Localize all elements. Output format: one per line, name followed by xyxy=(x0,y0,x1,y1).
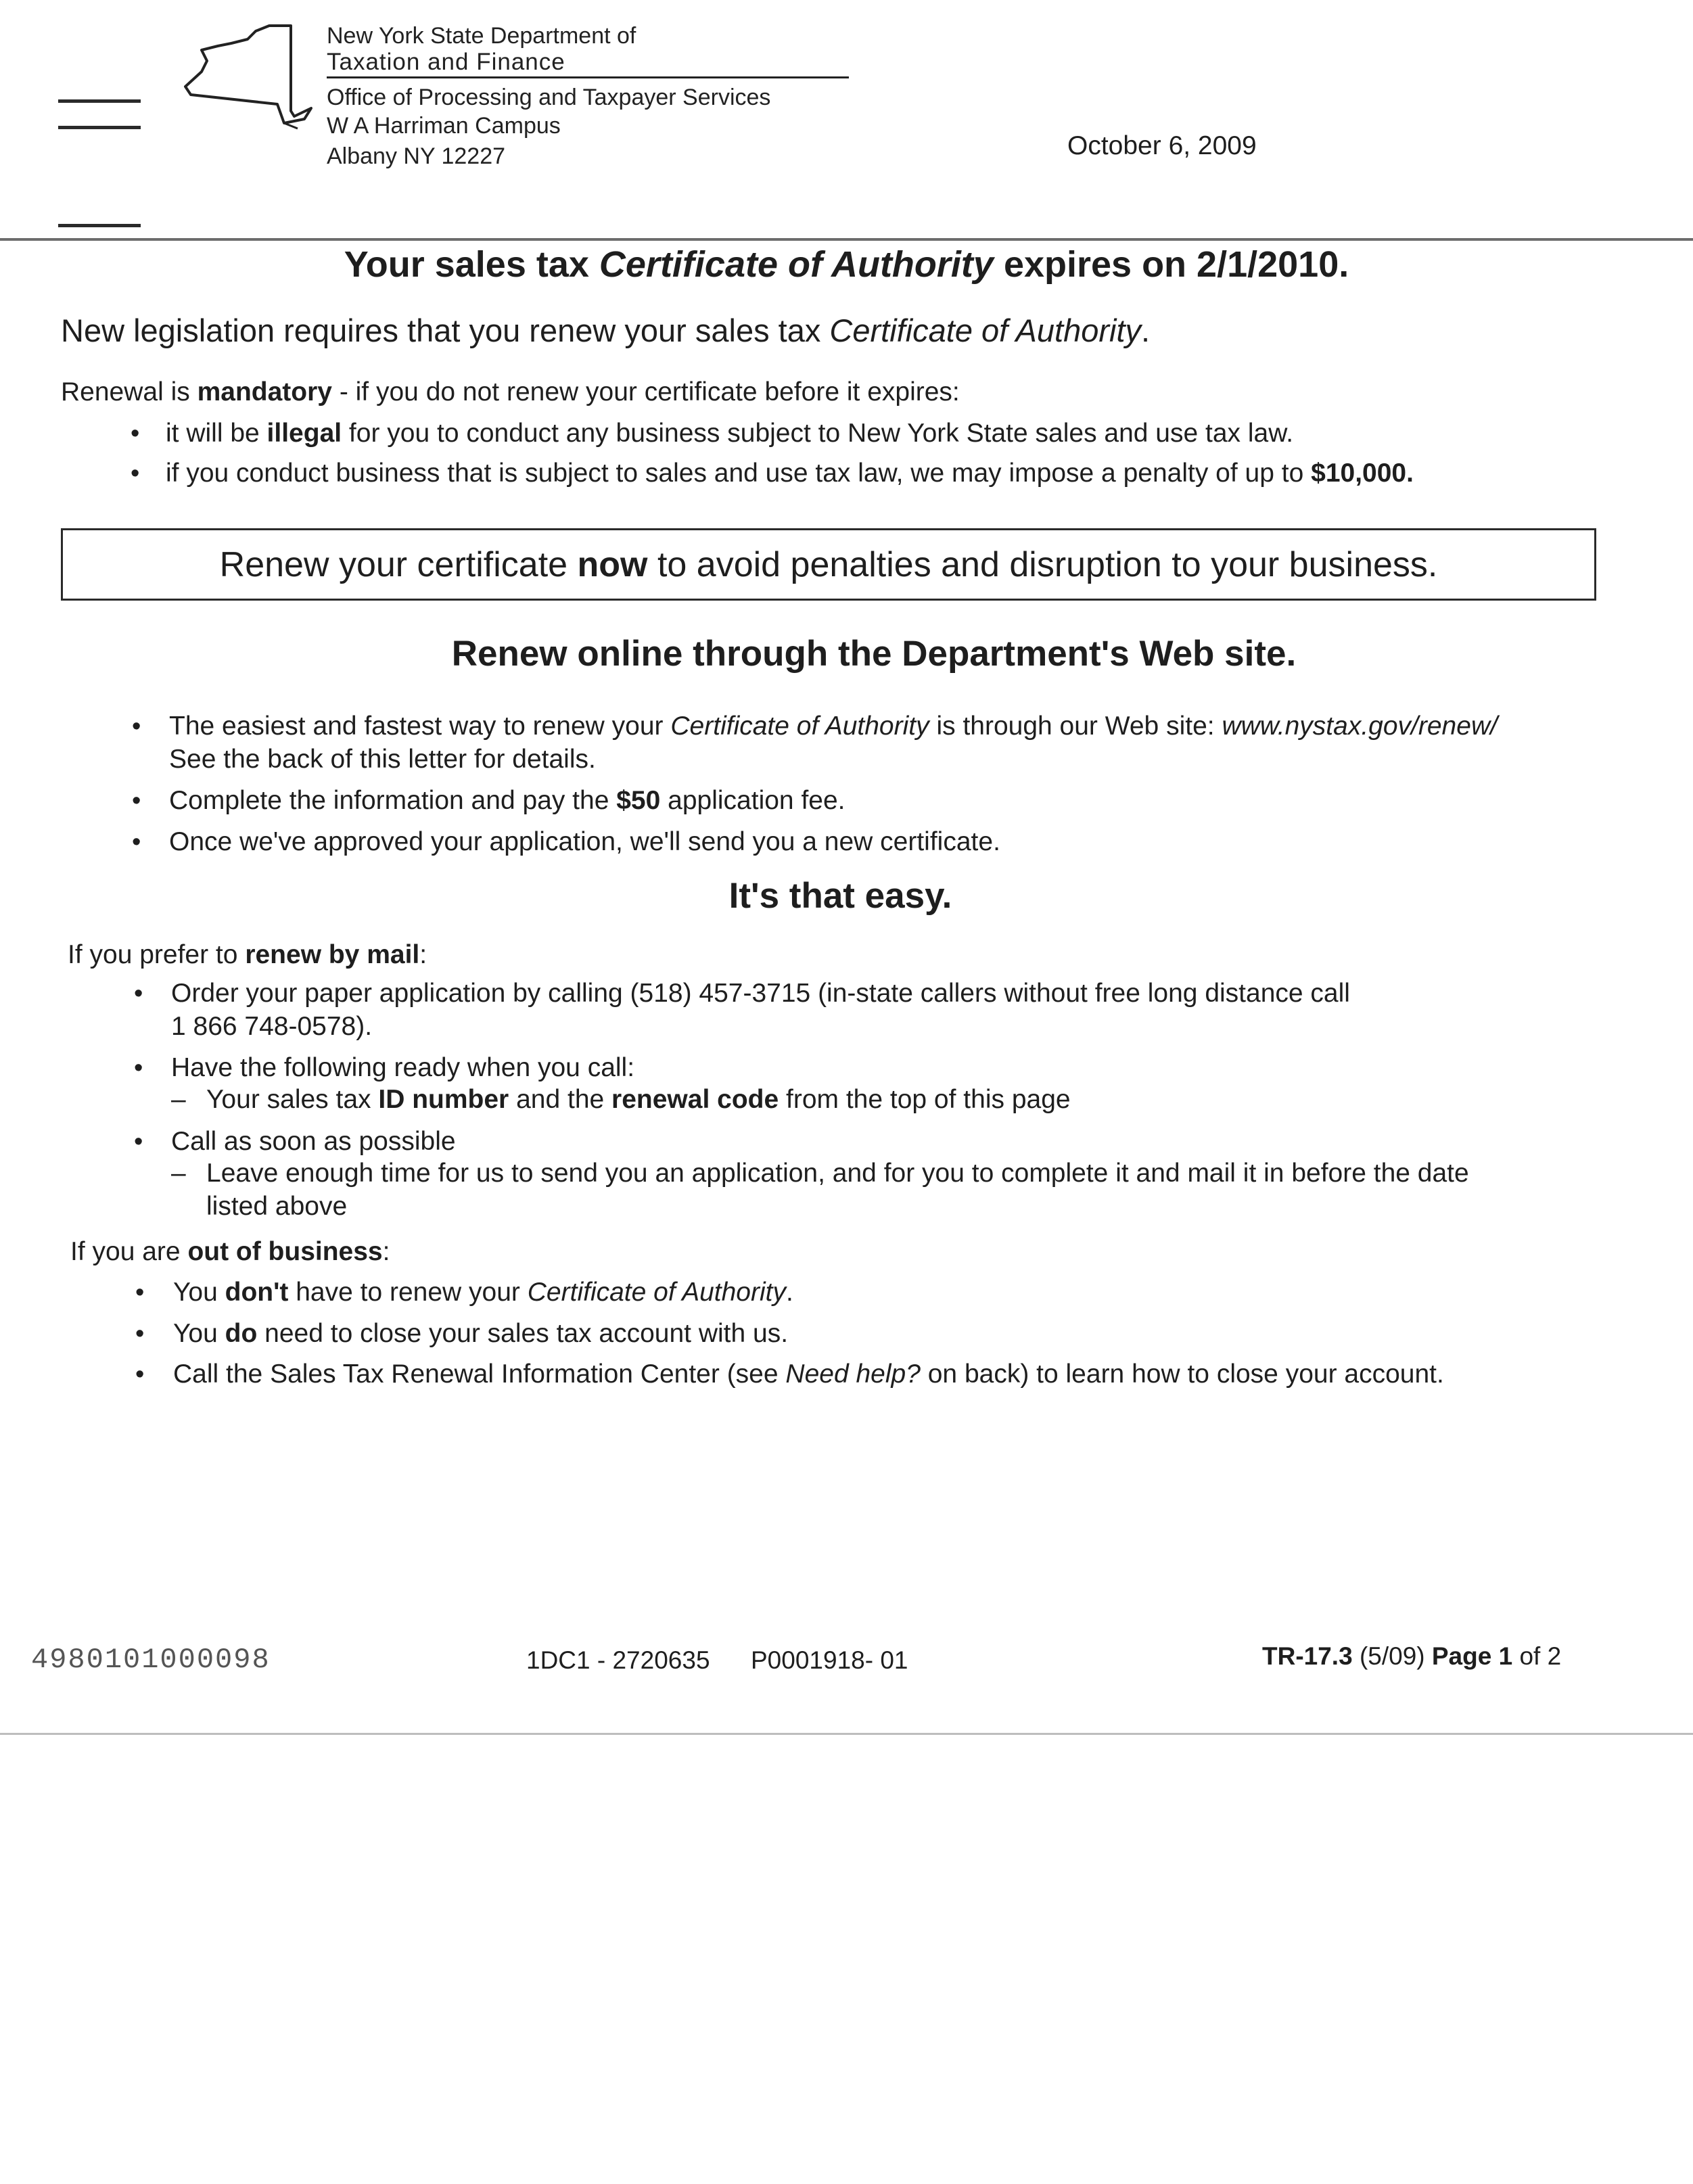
bullet: • xyxy=(131,459,140,488)
office-name: Office of Processing and Taxpayer Services xyxy=(327,85,771,110)
bullet: • xyxy=(131,419,140,448)
mail-sub-leave-time: Leave enough time for us to send you an application, and for you to complete it and mail it in before the date xyxy=(206,1159,1469,1188)
bullet: • xyxy=(132,712,141,741)
form-page-info: TR-17.3 (5/09) Page 1 of 2 xyxy=(1262,1642,1562,1670)
header-divider xyxy=(0,238,1693,241)
mail-sub-leave-time-line2: listed above xyxy=(206,1192,348,1221)
mail-intro: If you prefer to renew by mail: xyxy=(68,940,427,969)
mail-mark-3 xyxy=(58,224,141,227)
legislation-statement: New legislation requires that you renew your sales tax Certificate of Authority. xyxy=(61,312,1151,348)
out-bullet-close-account: You do need to close your sales tax account with us. xyxy=(173,1319,789,1348)
dash: – xyxy=(171,1159,186,1188)
bullet: • xyxy=(132,787,141,815)
renew-now-text: Renew your certificate now to avoid penalties and disruption to your business. xyxy=(219,544,1438,584)
footer-divider xyxy=(0,1733,1693,1735)
account-number: 4980101000098 xyxy=(31,1644,271,1676)
mail-sub-id-number: Your sales tax ID number and the renewal code from the top of this page xyxy=(206,1085,1071,1114)
mail-bullet-order-line2: 1 866 748-0578). xyxy=(171,1012,373,1041)
letter-date: October 6, 2009 xyxy=(1067,131,1257,160)
document-reference: P0001918- 01 xyxy=(751,1646,908,1674)
out-bullet-call-center: Call the Sales Tax Renewal Information Center (see Need help? on back) to learn how to close your account. xyxy=(173,1360,1444,1389)
bullet: • xyxy=(135,1360,145,1389)
online-bullet-website: The easiest and fastest way to renew your Certificate of Authority is through our Web site: www.nystax.gov/renew/ xyxy=(169,712,1498,741)
dash: – xyxy=(171,1085,186,1114)
bullet: • xyxy=(134,1128,143,1156)
renewal-intro: Renewal is mandatory - if you do not renew your certificate before it expires: xyxy=(61,377,960,406)
mail-mark-1 xyxy=(58,99,141,103)
renew-now-notice xyxy=(61,528,1596,601)
online-heading: Renew online through the Department's Web site. xyxy=(451,634,1297,674)
campus: W A Harriman Campus xyxy=(327,113,561,139)
renew-url-link[interactable]: www.nystax.gov/renew/ xyxy=(1222,712,1498,741)
dept-line-2: Taxation and Finance xyxy=(327,49,565,75)
online-bullet-fee: Complete the information and pay the $50 application fee. xyxy=(169,786,845,815)
mail-bullet-ready: Have the following ready when you call: xyxy=(171,1053,635,1082)
bullet: • xyxy=(134,1054,143,1082)
out-of-business-intro: If you are out of business: xyxy=(70,1237,390,1266)
new-york-state-outline-icon xyxy=(183,23,318,131)
dept-line-1: New York State Department of xyxy=(327,23,636,49)
letterhead-rule xyxy=(327,76,849,78)
page-title: Your sales tax Certificate of Authority expires on 2/1/2010. xyxy=(344,244,1349,285)
bullet: • xyxy=(135,1278,145,1307)
mail-bullet-call: Call as soon as possible xyxy=(171,1127,456,1156)
city-address: Albany NY 12227 xyxy=(327,143,506,169)
bullet: • xyxy=(134,979,143,1008)
renewal-bullet-penalty: if you conduct business that is subject to sales and use tax law, we may impose a penalty of up to $10,000. xyxy=(166,459,1414,488)
mail-bullet-order: Order your paper application by calling (518) 457-3715 (in-state callers without free long distance call xyxy=(171,979,1350,1008)
mail-mark-2 xyxy=(58,126,141,129)
out-bullet-dont-renew: You don't have to renew your Certificate of Authority. xyxy=(173,1278,793,1307)
easy-heading: It's that easy. xyxy=(728,876,952,916)
bullet: • xyxy=(132,828,141,856)
bullet: • xyxy=(135,1320,145,1348)
online-bullet-website-line2: See the back of this letter for details. xyxy=(169,745,596,774)
document-code: 1DC1 - 2720635 xyxy=(526,1646,710,1674)
renewal-bullet-illegal: it will be illegal for you to conduct any business subject to New York State sales and use tax law. xyxy=(166,419,1294,448)
online-bullet-approved: Once we've approved your application, we'll send you a new certificate. xyxy=(169,827,1000,856)
